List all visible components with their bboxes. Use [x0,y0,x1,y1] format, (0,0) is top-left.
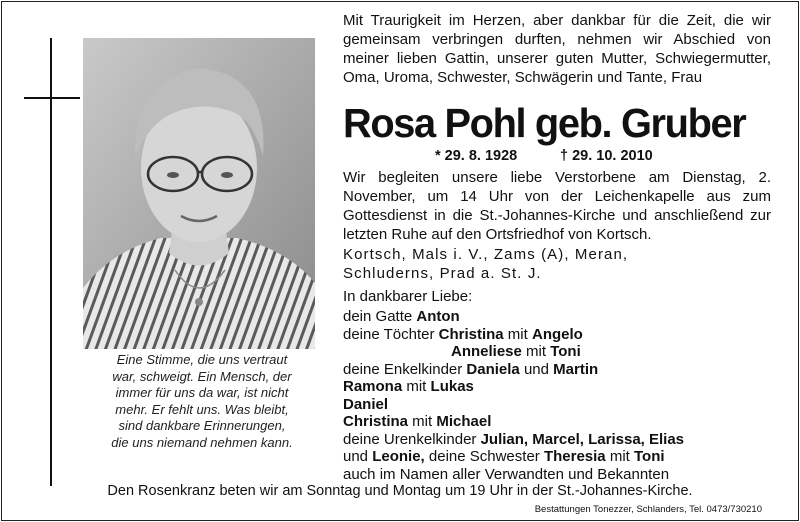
mourner-line [343,466,783,484]
places-line: Schluderns, Prad a. St. J. [343,265,542,282]
mourner-text: deine Enkelkinder [343,360,467,378]
mourner-text: deine Schwester [424,448,544,465]
mourner-text: und [343,448,373,465]
quote-line: die uns niemand nehmen kann. [111,434,293,450]
love-heading: In dankbarer Liebe: [343,288,473,305]
mourner-text: mit [605,448,634,465]
mourners-list [343,308,783,483]
mourner-line [343,396,783,414]
mourner-name: Anneliese [451,343,522,360]
places-line: Kortsch, Mals i. V., Zams (A), Meran, [343,246,629,263]
mourner-name: Toni [634,448,665,465]
rosary-text: Den Rosenkranz beten wir am Sonntag und Montag um 19 Uhr in der St.-Johannes-Kirche. [107,483,693,499]
ceremony-text: Wir begleiten unsere liebe Verstorbene am Dienstag, 2. November, um 14 Uhr von der Leichenkapelle aus zum Gottesdienst in die St.-Johannes-Kirche und anschließend zur letzten Ruhe auf den Ortsfriedhof von Kortsch. [343,169,771,243]
portrait-photo [83,38,315,349]
mourner-name: Toni [550,343,581,360]
mourner-text: mit [402,378,431,395]
mourner-name: Michael [436,413,492,430]
mourner-text: deine Töchter [343,325,439,343]
quote-line: immer für uns da war, ist nicht [115,385,289,400]
death-date: † 29. 10. 2010 [560,148,653,164]
cross-icon-bar [24,97,80,99]
undertaker-credit: Bestattungen Tonezzer, Schlanders, Tel. 0473/730210 [534,504,762,515]
mourner-line [343,343,783,361]
mourner-line [343,378,783,396]
mourner-line [343,448,783,466]
quote-line: war, schweigt. Ein Mensch, der [112,368,292,384]
mourner-name: Christina [438,325,504,343]
cross-icon [50,38,52,486]
quote-line: sind dankbare Erinnerungen, [118,418,286,433]
mourner-text: und [519,360,554,378]
mourner-name: Daniel [343,395,389,413]
mourner-name: Leonie, [372,448,425,465]
mourner-name: Anton [416,308,460,325]
mourner-name: Ramona [343,378,403,395]
places-list [343,245,771,283]
mourner-name: Lukas [430,378,474,395]
quote-line: mehr. Er fehlt uns. Was bleibt, [115,401,289,417]
intro-text: Mit Traurigkeit im Herzen, aber dankbar für die Zeit, die wir gemeinsam verbringen durften, nehmen wir Abschied von meiner lieben Gattin, unserer guten Mutter, Schwiegermutter, Oma, Uroma, Schwester, Schwägerin und Tante, Frau [343,12,771,86]
mourner-name: Martin [553,360,599,378]
mourner-name: Julian, Marcel, Larissa, Elias [480,430,685,448]
mourner-name: Theresia [543,448,606,465]
mourner-name: Angelo [531,325,583,343]
mourner-name: Christina [343,413,409,430]
quote-line: Eine Stimme, die uns vertraut [116,352,288,367]
mourner-text: auch im Namen aller Verwandten und Bekannten [343,465,670,483]
mourner-line [343,308,783,326]
mourner-text: mit [521,343,551,360]
mourner-text: dein Gatte [343,308,417,325]
mourner-name: Daniela [466,360,520,378]
birth-date: * 29. 8. 1928 [435,148,518,164]
mourner-line [343,326,783,344]
memorial-quote [74,352,330,451]
mourner-text: mit [408,413,437,430]
mourner-text: mit [503,325,532,343]
mourner-line [343,413,783,431]
mourner-line [343,431,783,449]
deceased-name: Rosa Pohl geb. Gruber [343,100,746,146]
mourner-line [343,361,783,379]
mourner-text: deine Urenkelkinder [343,430,481,448]
